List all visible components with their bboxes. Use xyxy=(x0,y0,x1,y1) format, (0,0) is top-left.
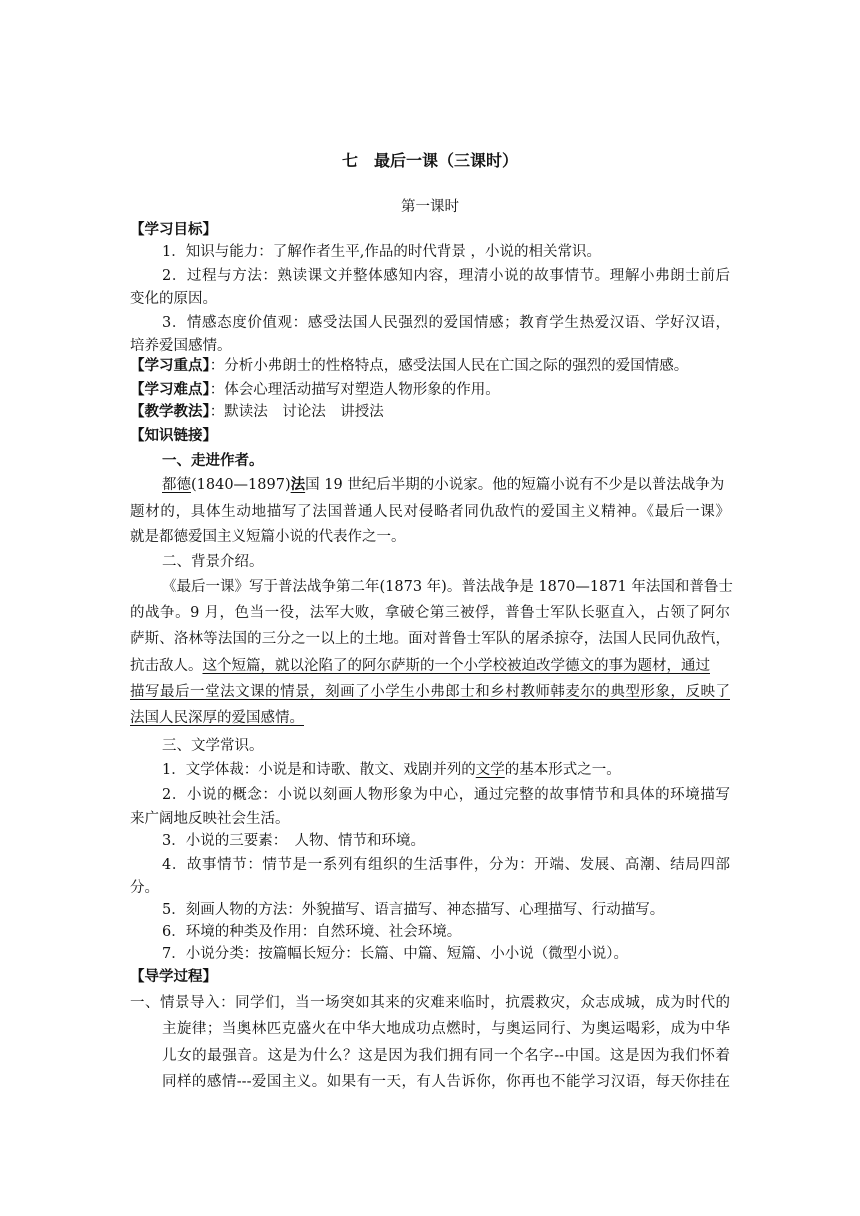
background-line-5: 描写最后一堂法文课的情景，刻画了小学生小弗郎士和乡村教师韩麦尔的典型形象，反映了 xyxy=(130,684,730,700)
process-line-3: 儿女的最强音。这是为什么？这是因为我们拥有同一个名字--中国。这是因为我们怀着 xyxy=(162,1048,730,1064)
methods-heading: 【教学教法】 xyxy=(130,403,210,420)
background-section-heading: 二、背景介绍。 xyxy=(162,554,264,570)
background-line-6: 法国人民深厚的爱国感情。 xyxy=(130,710,304,726)
background-line-3: 萨斯、洛林等法国的三分之一以上的土地。面对普鲁士军队的屠杀掠夺，法国人民同仇敌忾， xyxy=(130,631,730,647)
process-line-4: 同样的感情---爱国主义。如果有一天，有人告诉你，你再也不能学习汉语，每天你挂在 xyxy=(162,1074,730,1090)
author-section-heading: 一、走进作者。 xyxy=(162,452,264,469)
process-line-1: 一、情景导入：同学们，当一场突如其来的灾难来临时，抗震救灾，众志成城，成为时代的 xyxy=(130,995,730,1011)
author-name: 都德 xyxy=(162,477,191,493)
process-heading: 【导学过程】 xyxy=(130,968,217,985)
author-desc: 国 19 世纪后半期的小说家。他的短篇小说有不少是以普法战争为 xyxy=(305,477,725,493)
focus-row xyxy=(130,355,688,377)
page-title: 七 最后一课（三课时） xyxy=(341,151,518,170)
knowledge-item-1-a: 1．文学体裁：小说是和诗歌、散文、戏剧并列的 xyxy=(162,762,476,778)
author-para-line-1 xyxy=(162,474,724,496)
knowledge-item-4-line-1: 4．故事情节：情节是一系列有组织的生活事件，分为：开端、发展、高潮、结局四部 xyxy=(162,857,730,873)
goal-1: 1．知识与能力：了解作者生平,作品的时代背景 ，小说的相关常识。 xyxy=(162,244,601,260)
background-line-4 xyxy=(130,655,710,677)
focus-text: ：分析小弗朗士的性格特点，感受法国人民在亡国之际的强烈的爱国情感。 xyxy=(209,358,689,374)
background-line-1: 《最后一课》写于普法战争第二年(1873 年)。普法战争是 1870—1871 年法国和普鲁士 xyxy=(162,579,733,595)
knowledge-item-5: 5．刻画人物的方法：外貌描写、语言描写、神态描写、心理描写、行动描写。 xyxy=(162,902,665,918)
author-para-line-2: 题材的，具体生动地描写了法国普通人民对侵略者同仇敌忾的爱国主义精神。《最后一课》 xyxy=(130,504,730,520)
knowledge-item-2-line-1: 2．小说的概念：小说以刻画人物形象为中心，通过完整的故事情节和具体的环境描写 xyxy=(162,787,730,803)
knowledge-item-1-b: 的基本形式之一。 xyxy=(504,762,621,778)
knowledge-heading: 【知识链接】 xyxy=(130,427,217,444)
knowledge-item-1 xyxy=(162,759,621,781)
difficulty-heading: 【学习难点】 xyxy=(130,381,210,398)
goals-heading: 【学习目标】 xyxy=(130,221,217,238)
knowledge-item-3: 3．小说的三要素： 人物、情节和环境。 xyxy=(162,833,425,849)
goal-3-line-2: 培养爱国感情。 xyxy=(130,338,232,354)
focus-heading: 【学习重点】 xyxy=(130,357,210,374)
author-years: (1840—1897) xyxy=(191,477,291,493)
methods-text: ：默读法 讨论法 讲授法 xyxy=(209,404,384,420)
knowledge-item-7: 7．小说分类：按篇幅长短分：长篇、中篇、短篇、小小说（微型小说）。 xyxy=(162,946,628,962)
goal-3-line-1: 3．情感态度价值观：感受法国人民强烈的爱国情感；教育学生热爱汉语、学好汉语， xyxy=(162,315,730,331)
process-line-2: 主旋律；当奥林匹克盛火在中华大地成功点燃时，与奥运同行、为奥运喝彩，成为中华 xyxy=(162,1021,730,1037)
literature-section-heading: 三、文学常识。 xyxy=(162,738,264,754)
background-line-4-underlined: 这个短篇，就以沦陷了的阿尔萨斯的一个小学校被迫改学德文的事为题材，通过 xyxy=(202,658,710,674)
author-nationality: 法 xyxy=(290,476,306,493)
methods-row xyxy=(130,401,384,423)
background-line-2: 的战争。9 月，色当一役，法军大败，拿破仑第三被俘，普鲁士军队长驱直入，占领了阿尔 xyxy=(130,605,730,621)
difficulty-text: ：体会心理活动描写对塑造人物形象的作用。 xyxy=(209,382,500,398)
goal-2-line-1: 2．过程与方法：熟读课文并整体感知内容，理清小说的故事情节。理解小弗朗士前后 xyxy=(162,268,730,284)
page-subtitle: 第一课时 xyxy=(401,199,459,215)
difficulty-row xyxy=(130,379,500,401)
knowledge-item-1-link: 文学 xyxy=(475,762,505,778)
goal-2-line-2: 变化的原因。 xyxy=(130,291,217,307)
background-line-4-plain: 抗击敌人。 xyxy=(130,658,203,674)
author-para-line-3: 就是都德爱国主义短篇小说的代表作之一。 xyxy=(130,529,406,545)
knowledge-item-6: 6．环境的种类及作用：自然环境、社会环境。 xyxy=(162,924,462,940)
knowledge-item-2-line-2: 来广阔地反映社会生活。 xyxy=(130,811,290,827)
knowledge-item-4-line-2: 分。 xyxy=(130,880,159,896)
